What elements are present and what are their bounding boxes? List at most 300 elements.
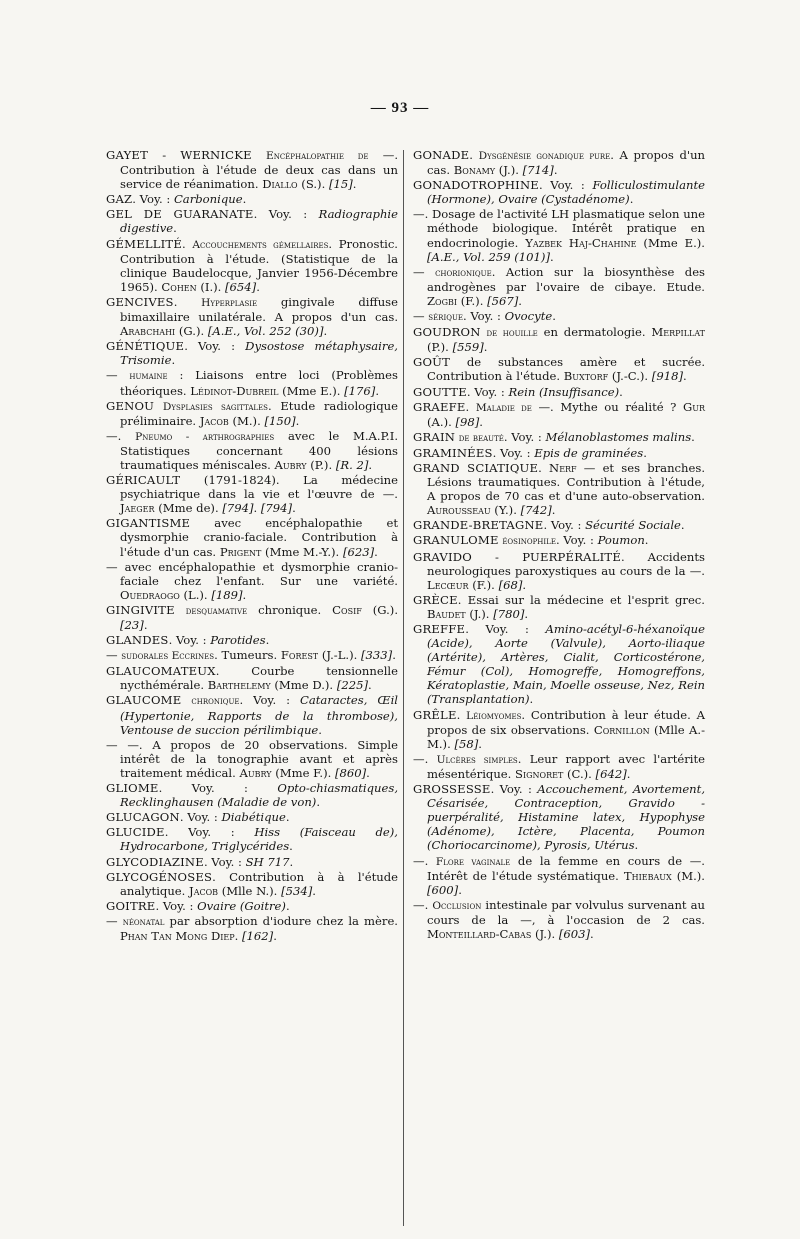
entry-text: . [538, 460, 550, 475]
author-name: Jacob [199, 413, 229, 428]
entry-text: . [375, 383, 380, 398]
entry-text: — et ses branches. Lésions traumatiques. Contribution à l'étude, A propos de 70 cas et d'une auto-observation. [427, 460, 706, 504]
subheading: Léiomyomes [466, 709, 522, 722]
headword: GRAND SCIATIQUE [413, 460, 539, 475]
entry-text: : Liaisons entre loci (Problèmes théoriques. [120, 368, 398, 398]
entry-text: (F.). [457, 293, 488, 308]
index-entry [106, 603, 398, 632]
entry-text: . [366, 765, 370, 780]
author-name: Prigent [219, 544, 262, 559]
entry-text: intestinale par volvulus survenant au cours de la —, à l'occasion de 2 cas. [427, 897, 705, 927]
reference: [162] [242, 928, 274, 943]
entry-text: . Voy. : [184, 339, 246, 354]
entry-text: . [552, 309, 556, 324]
index-entry [106, 207, 398, 235]
subheading: chorionique [435, 266, 492, 279]
entry-text: (M.). [228, 413, 265, 428]
reference: Rein (Insuffisance) [508, 384, 620, 399]
reference: Carbonique [173, 192, 243, 207]
index-entry [413, 207, 705, 263]
subheading: Ulcères simples [436, 753, 518, 766]
reference: [R. 2] [335, 457, 369, 472]
index-entry [413, 898, 705, 941]
entry-text: . [242, 192, 247, 207]
entry-text: —. [413, 853, 436, 868]
subheading: desquamative [185, 604, 248, 617]
author-name: Barthelemy [207, 678, 271, 693]
entry-text: . Contribution à leur étude. A propos de six observations. [427, 707, 706, 737]
entry-text [175, 603, 186, 617]
entry-text: . [234, 928, 242, 943]
entry-text: — [106, 648, 122, 663]
right-column [413, 148, 705, 942]
reference: [860] [334, 765, 367, 780]
entry-text: . [316, 795, 321, 810]
subheading: Pneumo - arthrographies [135, 430, 275, 443]
index-entry [413, 518, 705, 532]
reference: [654] [225, 279, 257, 294]
entry-text: chronique. [247, 602, 333, 617]
entry-text: —. Mythe ou réalité ? [531, 399, 683, 414]
headword: GLAUCOME [106, 693, 182, 708]
reference: [23] [120, 618, 144, 632]
author-name: Bonamy [453, 163, 496, 178]
reference: [150] [264, 413, 296, 428]
subheading: Occlusion [432, 899, 482, 912]
entry-text: . [549, 249, 554, 264]
index-entry [106, 825, 398, 853]
entry-text: (L.). [179, 587, 212, 602]
headword: GINGIVITE [106, 602, 175, 617]
index-entry [413, 533, 705, 548]
reference: [714] [522, 163, 554, 178]
entry-text: . Leur rapport avec l'artérite mésentérique. [427, 751, 706, 781]
entry-text: . [143, 618, 148, 632]
subheading: sérique [428, 311, 463, 324]
reference: Ovocyte [504, 309, 553, 324]
reference: Diabétique [221, 810, 286, 825]
headword: GRÈCE [413, 592, 458, 607]
entry-text: . Pronostic. Contribution à l'étude. (Statistique de la clinique Baudelocque, Janvier 1956-Décembre 1965). [120, 236, 398, 294]
subheading: de houille [486, 327, 538, 340]
author-name: Ouedraogo [120, 587, 180, 602]
reference: Amino-acétyl-6-héxanoïque (Acide), Aorte (Valvule), Aorto-iliaque (Artérite), Artères, Cialit, Corticostérone, Fémur (Col), Homogreffe, Homogreffons, Kératoplastie, Main, Moelle osseuse, Nez, Rein (Transplantation) [427, 622, 705, 707]
entry-text: . [524, 606, 529, 621]
index-entry [106, 516, 398, 558]
entry-text: . [368, 457, 373, 472]
index-entry [413, 325, 705, 354]
entry-text: . Voy. : [490, 782, 538, 797]
entry-text: (Mme F.). [271, 765, 335, 780]
reference: Mélanoblastomes malins [545, 429, 692, 444]
entry-text: . Voy. : [492, 445, 535, 460]
entry-text: (J.). [465, 606, 494, 621]
reference: Dysostose métaphysaire, Trisomie [120, 339, 398, 368]
reference: [559] [452, 340, 484, 355]
author-name: Gur [682, 399, 705, 414]
index-entry [106, 192, 398, 206]
headword: GIGANTISME [106, 516, 191, 531]
entry-text: (J.). [531, 926, 559, 941]
headword: GLAUCOMATEUX [106, 664, 216, 679]
entry-text: . [285, 810, 290, 825]
subheading: de beauté [458, 431, 504, 444]
index-entry [106, 648, 398, 663]
reference: [534] [281, 883, 313, 898]
entry-text: (Mme de). [154, 501, 223, 516]
index-entry [413, 265, 705, 308]
page-number: — 93 — [370, 100, 430, 116]
headword: GLUCIDE [106, 825, 165, 840]
entry-text [181, 693, 191, 707]
entry-text: . [292, 501, 296, 516]
headword: GENOU [106, 398, 155, 413]
entry-text: avec le M.A.P.I. Statistiques concernant 400 lésions traumatiques méniscales. [120, 428, 399, 472]
reference: Sécurité Sociale [585, 518, 681, 533]
entry-text: (P.). [306, 457, 336, 472]
author-name: Forest [280, 648, 319, 663]
reference: [742] [520, 503, 552, 518]
index-entry [413, 148, 705, 177]
headword: GLUCAGON [106, 810, 180, 825]
entry-text: (C.). [563, 766, 596, 781]
author-name: Lédinot-Dubreil [190, 383, 279, 398]
reference: Folliculostimulante (Hormone), Ovaire (Cystadénome) [427, 178, 705, 207]
index-entry [106, 810, 398, 824]
index-entry [106, 738, 398, 780]
reference: [333] [361, 648, 393, 663]
entry-text: . [458, 882, 462, 897]
entry-text: . Voy. : [543, 518, 586, 533]
headword: GÉRICAULT [106, 473, 181, 488]
entry-text: par absorption d'iodure chez la mère. [164, 913, 398, 928]
subheading: éosinophile [502, 535, 556, 548]
entry-text: . [352, 177, 357, 192]
index-entry [413, 622, 705, 707]
entry-text: . [644, 533, 649, 548]
entry-text: . [465, 399, 476, 414]
entry-text: . Voy. : [555, 533, 598, 548]
entry-text: (J.-L.). [318, 648, 361, 663]
headword: GAYET [106, 148, 149, 162]
index-entry [413, 461, 705, 517]
entry-text: . [590, 926, 594, 941]
entry-text: (1791-1824). La médecine psychiatrique dans la vie et l'œuvre de —. [120, 473, 398, 502]
headword: GLIOME [106, 781, 159, 796]
entry-text: (Mlle A.-M.). [427, 722, 705, 751]
entry-text: . Accidents neurologiques paroxystiques au cours de la —. [427, 549, 705, 578]
index-entry [413, 550, 705, 592]
index-entry [106, 664, 398, 692]
index-entry [106, 429, 398, 472]
reference: [794] [222, 501, 254, 516]
reference: Hiss (Faisceau de), Hydrocarbone, Triglycérides [120, 825, 398, 854]
index-entry [413, 178, 705, 206]
author-name: Cornillon [593, 722, 650, 737]
headword: GRAMINÉES [413, 445, 493, 460]
entry-text: . [479, 414, 483, 429]
left-column [106, 148, 398, 944]
entry-text: (A.). [427, 414, 456, 429]
entry-text: . Voy. : [503, 429, 546, 444]
reference: [918] [651, 369, 683, 384]
entry-text: (Mme E.). [278, 383, 345, 398]
headword: GRAIN [413, 429, 456, 444]
headword: GONADOTROPHINE [413, 178, 539, 193]
entry-text: — [413, 309, 429, 324]
index-entry [106, 855, 398, 869]
entry-text: avec encéphalopathie et dysmorphie cranio-faciale. Contribution à l'étude d'un cas. [120, 516, 398, 559]
index-entry [413, 355, 705, 383]
reference: Parotides [210, 633, 266, 648]
entry-text: . [456, 707, 467, 722]
entry-text: —. [413, 897, 433, 912]
entry-text: . [323, 324, 328, 339]
reference: [642] [595, 766, 627, 781]
entry-text: . Voy. : [462, 309, 505, 324]
index-entry [106, 148, 398, 191]
reference: [68] [498, 577, 523, 592]
author-name: Nerf [549, 460, 577, 475]
entry-text: —. Dosage de l'activité LH plasmatique selon une méthode biologique. Intérêt pratique en endocrinologie. [413, 207, 705, 250]
reference: Accouchement, Avortement, Césarisée, Contraception, Gravido - puerpéralité, Histamine latex, Hypophyse (Adénome), Ictère, Placenta, Poumon (Choriocarcinome), Pyrosis, Utérus [427, 782, 705, 853]
author-name: Buxtorf [563, 369, 609, 384]
subheading: sudorales Eccrines [121, 650, 215, 663]
author-name: Signoret [515, 766, 564, 781]
index-entry [413, 446, 705, 460]
entry-text: (S.). [297, 177, 329, 192]
subheading: Maladie de [475, 401, 532, 414]
headword: GRÊLE [413, 707, 457, 722]
headword: GENCIVES [106, 294, 174, 309]
reference: [603] [558, 926, 591, 941]
entry-text: . [289, 854, 294, 869]
reference: [225] [336, 678, 368, 693]
reference: [A.E., Vol. 259 (101)] [427, 249, 550, 264]
entry-text: . [182, 236, 193, 251]
entry-text: . A propos d'un cas. [427, 148, 705, 178]
entry-text: (J.). [495, 163, 523, 178]
entry-text: . [619, 384, 623, 399]
index-entry [413, 782, 705, 852]
entry-text: . [318, 722, 322, 737]
headword: GRANDE-BRETAGNE [413, 518, 544, 533]
headword: GOÛT [413, 355, 451, 370]
subheading: Dysplasies sagittales [162, 400, 268, 413]
entry-text: . [529, 692, 534, 707]
entry-text: . [682, 369, 687, 384]
entry-text: — [106, 913, 123, 928]
author-name: Arabchahi [120, 324, 176, 339]
entry-text: . Voy. : [466, 384, 509, 399]
entry-text: (Mlle N.). [218, 883, 282, 898]
headword: GOUDRON [413, 325, 481, 340]
index-entry [106, 633, 398, 647]
author-name: Diallo [262, 177, 298, 192]
entry-text: . [368, 678, 372, 693]
index-entry [106, 870, 398, 898]
headword: GÉNÉTIQUE [106, 339, 185, 354]
reference: Ovaire (Goitre) [197, 898, 286, 913]
entry-text: . [469, 148, 479, 162]
entry-text: . Voy. : [465, 622, 546, 636]
reference: [58] [454, 736, 479, 751]
headword: GONADE [413, 148, 470, 162]
entry-text: . Tumeurs. [214, 648, 281, 663]
entry-text: de la femme en cours de —. Intérêt de l'étude systématique. [427, 853, 705, 883]
index-entry [413, 854, 705, 897]
entry-text: — —. A propos de 20 observations. Simple intérêt de la tonographie avant et après traitement médical. [106, 737, 398, 780]
entry-text: . [634, 838, 639, 853]
entry-text: en dermatologie. [537, 325, 652, 340]
entry-text: . [626, 766, 631, 781]
author-name: Yazbek Haj-Chahine [525, 235, 637, 250]
index-entry [413, 385, 705, 399]
entry-text: . [483, 340, 488, 355]
reference: Radiographie digestive [120, 207, 398, 236]
index-entry [106, 339, 398, 367]
column-divider [403, 150, 404, 1226]
entry-text: . [392, 648, 396, 663]
subheading: Encéphalopathie de [265, 150, 369, 162]
index-entry [106, 899, 398, 913]
reference: [189] [211, 587, 243, 602]
index-entry [106, 914, 398, 943]
entry-text: . Contribution à à l'étude analytique. [120, 869, 398, 898]
reference: [98] [455, 414, 480, 429]
entry-text: . [285, 898, 290, 913]
reference: Poumon [597, 533, 645, 548]
entry-text: - [148, 148, 181, 162]
author-name: Phan Tan Mong Diep [120, 928, 235, 943]
entry-text: . Voy. : [168, 633, 211, 648]
entry-text: . [518, 293, 522, 308]
headword: GLANDES [106, 633, 169, 648]
entry-text: . Voy. : [164, 825, 255, 840]
subheading: néonatal [122, 915, 165, 928]
author-name: Monteillard-Cabas [427, 926, 532, 941]
reference: [15] [328, 177, 353, 192]
entry-text: . [265, 633, 270, 648]
entry-text: (Y.). [490, 503, 521, 518]
entry-text: . Voy. : [253, 207, 319, 222]
entry-text: . Voy. : [203, 854, 246, 869]
author-name: Aubry [239, 765, 272, 780]
reference: Cataractes, Œil (Hypertonie, Rapports de la thrombose), Ventouse de succion périlimbique [120, 693, 398, 737]
entry-text: gingivale diffuse bimaxillaire unilatérale. A propos d'un cas. [120, 294, 398, 325]
entry-text: . [629, 192, 634, 207]
headword: GRANULOME [413, 533, 499, 548]
headword: GEL DE GUARANATE [106, 207, 254, 222]
entry-text: . Voy. : [538, 178, 593, 193]
headword: GROSSESSE [413, 782, 491, 797]
index-entry [413, 400, 705, 429]
index-entry [106, 399, 398, 428]
subheading: Dysgénésie gonadique pure [478, 150, 611, 162]
entry-text: (M.). [671, 868, 705, 883]
entry-text: . [522, 577, 527, 592]
author-name: Merpillat [651, 325, 706, 340]
headword: WERNICKE [180, 148, 252, 162]
entry-text: . [242, 587, 247, 602]
entry-text: . Voy. : [239, 693, 300, 708]
author-name: Aurousseau [427, 503, 491, 518]
entry-text: . [289, 839, 293, 854]
subheading: chronique [191, 695, 240, 708]
entry-text: (Mme M.-Y.). [261, 544, 343, 559]
index-entry [106, 693, 398, 736]
entry-text: . [171, 353, 176, 368]
entry-text: — [413, 264, 436, 279]
entry-text: — [106, 368, 130, 383]
entry-text: de substances amère et sucrée. Contribution à l'étude. [427, 355, 705, 384]
entry-text: —. [106, 428, 136, 443]
index-entry [106, 368, 398, 397]
author-name: Jacob [189, 883, 219, 898]
entry-text: (P.). [427, 340, 453, 355]
entry-text: (J.-C.). [608, 369, 652, 384]
entry-text: . [256, 279, 260, 294]
author-name: Cosif [332, 602, 362, 617]
headword: GRAEFE [413, 399, 466, 414]
index-entry [413, 430, 705, 445]
entry-text: —. Contribution à l'étude de deux cas dans un service de réanimation. [120, 148, 399, 192]
headword: GREFFE [413, 622, 466, 636]
entry-text: (G.). [175, 324, 208, 339]
entry-text: —. [413, 751, 437, 766]
entry-text: . [553, 163, 558, 178]
entry-text: . Essai sur la médecine et l'esprit grec. [457, 592, 705, 607]
entry-text: . [173, 294, 202, 309]
reference: Opto-chiasmatiques, Recklinghausen (Maladie de von) [120, 781, 398, 810]
index-entry [413, 593, 705, 621]
reference: [794] [260, 501, 293, 516]
entry-text: . [478, 736, 482, 751]
entry-text: . [253, 501, 261, 516]
reference: SH 717 [245, 854, 290, 869]
entry-text [252, 148, 266, 162]
entry-text: . [680, 518, 685, 533]
headword: GÉMELLITÉ [106, 236, 183, 251]
entry-text: . Action sur la biosynthèse des androgènes par l'ovaire de cibaye. Etude. [427, 264, 706, 294]
entry-text: . Voy. : [155, 898, 198, 913]
entry-text [154, 399, 163, 413]
entry-text: — avec encéphalopathie et dysmorphie cranio-faciale chez l'enfant. Sur une variété. [106, 559, 398, 588]
author-name: Aubry [274, 457, 307, 472]
reference: [176] [344, 383, 376, 398]
index-entry [413, 708, 705, 751]
author-name: Lecœur [427, 577, 469, 592]
author-name: Thiebaux [623, 868, 672, 883]
subheading: Accouchements gémellaires [192, 238, 329, 251]
author-name: Cohen [161, 279, 197, 294]
entry-text: . [643, 445, 647, 460]
author-name: Zogbi [427, 293, 458, 308]
reference: [780] [493, 606, 525, 621]
entry-text: . [374, 544, 378, 559]
entry-text: . Voy. : [132, 192, 174, 207]
author-name: Baudet [427, 606, 466, 621]
entry-text: (G.). [361, 602, 399, 617]
entry-text: . Courbe tensionnelle nycthémérale. [120, 664, 398, 693]
headword: GLYCODIAZINE [106, 854, 204, 869]
entry-text: . [312, 883, 316, 898]
index-entry [106, 781, 398, 809]
reference: [600] [427, 882, 459, 897]
entry-text: . [691, 429, 695, 444]
author-name: Jaeger [120, 501, 155, 516]
reference: Epis de graminées [534, 445, 644, 460]
